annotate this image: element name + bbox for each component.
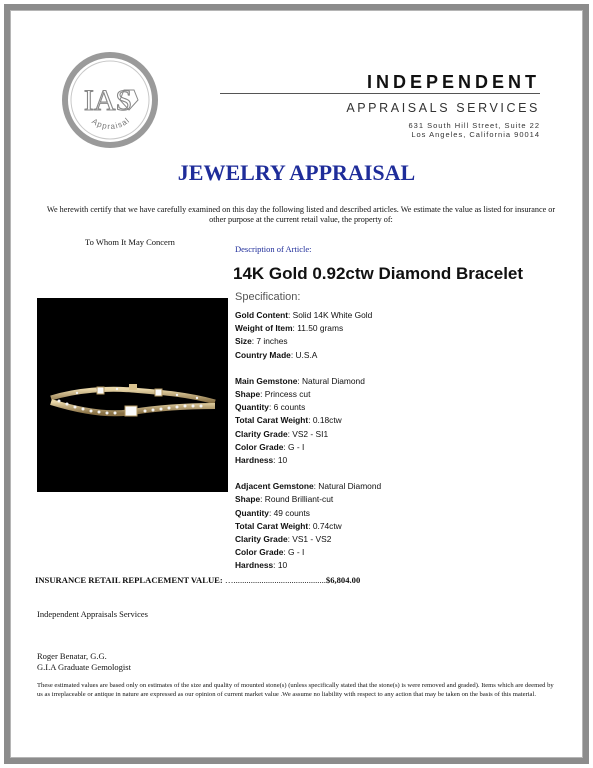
document-title: JEWELRY APPRAISAL <box>177 160 416 185</box>
spec-row: Main Gemstone: Natural Diamond <box>235 375 365 386</box>
insurance-value: $6,804.00 <box>325 575 361 585</box>
spec-row: Total Carat Weight: 0.18ctw <box>235 415 342 426</box>
spec-row: Size: 7 inches <box>235 336 288 347</box>
spec-row: Shape: Princess cut <box>235 389 311 400</box>
specification-label: Specification: <box>235 291 301 303</box>
company-name: INDEPENDENT <box>366 72 540 92</box>
insurance-dots: …........................................... <box>224 575 326 585</box>
signer-name: Roger Benatar, G.G. <box>37 651 107 661</box>
company-address <box>320 121 540 139</box>
spec-row: Shape: Round Brilliant-cut <box>235 494 334 505</box>
header-rule <box>220 93 540 94</box>
spec-row: Total Carat Weight: 0.74ctw <box>235 520 342 531</box>
spec-row: Country Made: U.S.A <box>235 349 318 360</box>
spec-row: Weight of Item: 11.50 grams <box>235 323 344 334</box>
signer-title: G.I.A Graduate Gemologist <box>37 662 131 672</box>
footer-company: Independent Appraisals Services <box>37 609 148 619</box>
insurance-value-line <box>35 575 360 585</box>
spec-row: Gold Content: Solid 14K White Gold <box>235 310 373 320</box>
spec-row: Hardness: 10 <box>235 455 288 466</box>
description-label: Description of Article: <box>235 244 312 254</box>
spec-row: Clarity Grade: VS2 - SI1 <box>235 428 329 439</box>
spec-row: Color Grade: G - I <box>235 441 305 452</box>
company-subtitle: APPRAISALS SERVICES <box>346 101 540 115</box>
spec-row: Hardness: 10 <box>235 560 288 571</box>
company-header <box>320 72 540 139</box>
article-title: 14K Gold 0.92ctw Diamond Bracelet <box>233 264 524 283</box>
address-line-2: Los Angeles, California 90014 <box>411 130 540 139</box>
spec-row: Adjacent Gemstone: Natural Diamond <box>235 481 382 492</box>
ias-logo <box>62 52 158 148</box>
disclaimer: These estimated values are based only on estimates of the size and quality of mounted stone(s) (unless specifically stated that the stone(s) is were removed and graded). Items which are deemed by us as irreplaceable or antique in nature are expressed as our opinion of current market value .We assume no liability with respect to any action that may be taken on the basis of this material. <box>37 682 554 698</box>
recipient: To Whom It May Concern <box>85 237 175 247</box>
spec-row: Quantity: 6 counts <box>235 402 306 413</box>
spec-row: Quantity: 49 counts <box>235 507 310 518</box>
specifications <box>235 309 381 573</box>
logo-letters: IAS <box>83 84 133 117</box>
insurance-label: INSURANCE RETAIL REPLACEMENT VALUE: <box>35 575 223 585</box>
address-line-1: 631 South Hill Street, Suite 22 <box>408 121 540 130</box>
bracelet-photo <box>37 298 228 492</box>
spec-row: Clarity Grade: VS1 - VS2 <box>235 534 332 545</box>
certify-text: We herewith certify that we have carefully examined on this day the following listed and described articles. We estimate the value as listed for insurance or other purpose at the current retail value, the property of: <box>46 205 556 224</box>
spec-row: Color Grade: G - I <box>235 547 305 558</box>
logo-ring-text: Appraisal <box>90 115 132 132</box>
